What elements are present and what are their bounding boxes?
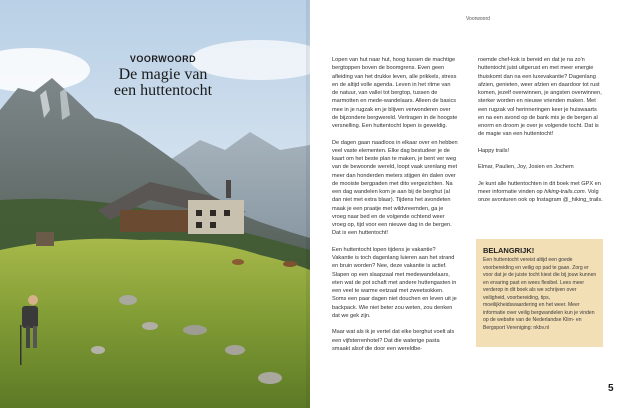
text-column-2 (478, 56, 604, 213)
gpx-info: Je kunt alle huttentochten in dit boek met GPX en meer informatie vinden op hiking-trails.com. Volg onze avonturen ook op Instagram @_hiking_trails. (478, 180, 603, 204)
headline-line-1: De magie van (118, 66, 208, 83)
important-callout-box (476, 239, 603, 347)
headline-line-2: een huttentocht (113, 82, 213, 99)
callout-body: Een huttentocht vereist altijd een goede voorbereiding en veilig op pad te gaan. Zorg er voor dat je de juiste tocht kiest die bij jouw kunnen en ervaring past en wees flexibel. Lees meer verderop in dit boek als we schrijven over veiligheid, voorbereiding, tips, moeilijkheidswaardering en het weer. Meer informatie over veilig bergwandelen kun je vinden op de website van de Nederlandse Klim- en Bergsport Vereniging: nkbv.nl (483, 257, 597, 331)
chapter-title-block (88, 54, 238, 99)
website-link[interactable]: hiking-trails.com (544, 189, 585, 195)
sign-off: Happy trails! (478, 147, 510, 154)
right-page (310, 0, 620, 408)
paragraph: roemde chef-kok is bereid en dat je na zo'n huttentocht juist uitgerust en met meer energie thuiskomt dan na een luxevakantie? Dagenlang afzien, genieten, weer afzien en daardoor tot rust komen, jezelf overwinnen, je angsten overwinnen, sterker worden en nieuwe vrienden maken. Met een rugzak vol herinneringen keer je huiswaarts en na een avond op de bank mis je de bergen al enorm en droom je over je volgende tocht. Dat is de magie van een huttentocht! (478, 57, 602, 138)
chapter-headline (88, 67, 238, 99)
paragraph: Een huttentocht lopen tijdens je vakantie? Vakantie is toch dagenlang luieren aan het strand en bruin worden? Nee, deze vakantie is actief. Slapen op een slaapzaal met medewandelaars, eten wat de pot schaft met andere huttengasten in een veel te warme eetzaal met zweetsokken. Soms een paar dagen niet douchen en leven uit je backpack. Wie niet beter zou weten, zou denken dat we gek zijn. (332, 246, 457, 319)
paragraph: Maar wat als ik je vertel dat elke berghut voelt als een vijfsterrenhotel? Dat die waterige pasta smaakt alsof die door een wereldbe- (332, 329, 455, 352)
chapter-kicker: VOORWOORD (129, 54, 197, 64)
paragraph: De dagen gaan naadloos in elkaar over en hebben veel vaste elementen. Elke dag bestudeer je de kaart om het beste plan te maken, je bent ver weg van de bewoonde wereld, loopt vaak urenlang met meer dan honderden meters stijgen én dalen over de mooiste bergpaden met dito vergezichten. Na een dag wandelen kom je aan bij de berghut (al dan niet met extra blaar). Tijdens het avondeten maak je een praatje met wildvreemden, ga je vroeg naar bed en de volgende ochtend weer vroeg op, tijd voor een nieuwe dag in de bergen. Dat is een huttentocht! (332, 139, 458, 237)
running-head: Voorwoord (466, 16, 490, 22)
paragraph: Lopen van hut naar hut, hoog tussen de machtige bergtoppen boven de boomgrens. Even geen afleiding van het drukke leven, alle prikkels, stress en de altijd volle agenda. Leven in het ritme van de natuur, van vallei tot bergtop, tussen de marmotten en mede-wandelaars. Alleen de basics mee in je rugzak en je blijven verwonderen over de bijzondere bergwereld. Vertragen in de hoogste versnelling. Een huttentocht lopen is geweldig. (332, 57, 458, 129)
page-number: 5 (608, 383, 614, 394)
authors: Elmar, Paulien, Joy, Josien en Jochem (478, 164, 574, 171)
callout-title: BELANGRIJK! (483, 246, 535, 255)
text-column-1 (332, 56, 458, 361)
